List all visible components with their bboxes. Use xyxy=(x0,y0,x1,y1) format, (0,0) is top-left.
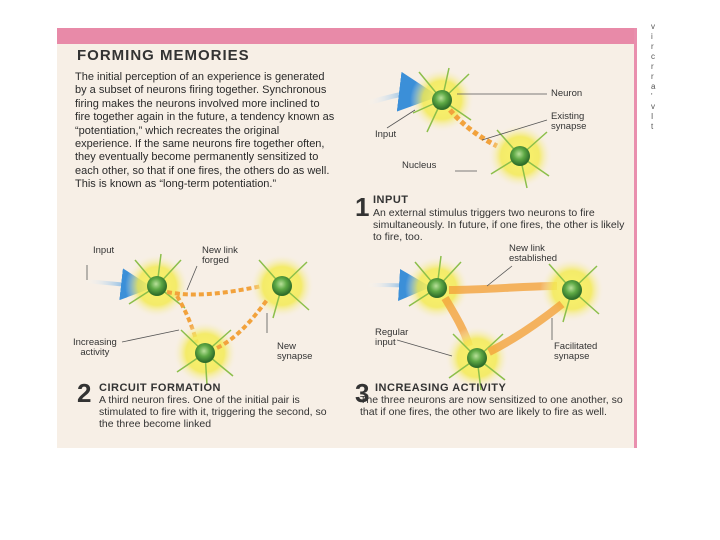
neuron-body xyxy=(467,348,487,368)
facilitated-synapse-link xyxy=(489,304,562,352)
cropped-margin-text: v i r c r r a ' v I t xyxy=(651,22,656,131)
panel-3-description: The three neurons are now sensitized to one another, so that if one fires, the other two are likely to fire as well. xyxy=(360,394,623,418)
panel-2-description: A third neuron fires. One of the initial pair is stimulated to fire with it, triggering the second, so the three become linked xyxy=(99,394,327,430)
panel-1-description: An external stimulus triggers two neurons to fire simultaneously. In future, if one fires, the other is likely to fire, too. xyxy=(373,207,625,243)
label-neuron: Neuron xyxy=(551,88,583,99)
label-existing-synapse: Existing synapse xyxy=(551,111,587,132)
panel-1-heading: INPUT xyxy=(373,194,409,206)
label-regular-input: Regular input xyxy=(375,327,409,348)
neuron-body xyxy=(510,146,530,166)
panel-3-diagram xyxy=(367,256,604,390)
label-new-link-established: New link established xyxy=(509,243,558,264)
intro-paragraph: The initial perception of an experience is generated by a subset of neurons firing together. Synchronous firing makes the neurons involved more inclined to fire together again in the future, a tendency known as “potentiation,” which recreates the original experience. If the same neurons fire together often, they eventually become permanently sensitized to each other, so that if one fires, the others do as well. This is known as “long-term potentiation.” xyxy=(75,71,335,191)
label-new-synapse: New synapse xyxy=(277,341,313,362)
neuron-body xyxy=(427,278,447,298)
label-facilitated-synapse: Facilitated synapse xyxy=(554,341,598,362)
neuron-body xyxy=(195,343,215,363)
panel-2-diagram xyxy=(85,254,314,385)
panel-3-heading: INCREASING ACTIVITY xyxy=(375,382,507,394)
label-new-link-forged: New link forged xyxy=(202,245,238,266)
scanned-page xyxy=(57,28,637,448)
panel-3-number: 3 xyxy=(355,378,370,408)
panel-2-heading: CIRCUIT FORMATION xyxy=(99,382,221,394)
panel-1-diagram xyxy=(367,68,552,188)
neuron-body xyxy=(432,90,452,110)
neuron-body xyxy=(562,280,582,300)
panel-1-number: 1 xyxy=(355,192,370,222)
neuron-body xyxy=(272,276,292,296)
label-increasing-activity: Increasing activity xyxy=(73,337,117,358)
label-nucleus: Nucleus xyxy=(402,160,437,171)
label-input: Input xyxy=(93,245,115,256)
neuron-body xyxy=(147,276,167,296)
panel-2-number: 2 xyxy=(77,378,92,408)
label-input: Input xyxy=(375,129,397,140)
page-title: FORMING MEMORIES xyxy=(77,47,250,64)
